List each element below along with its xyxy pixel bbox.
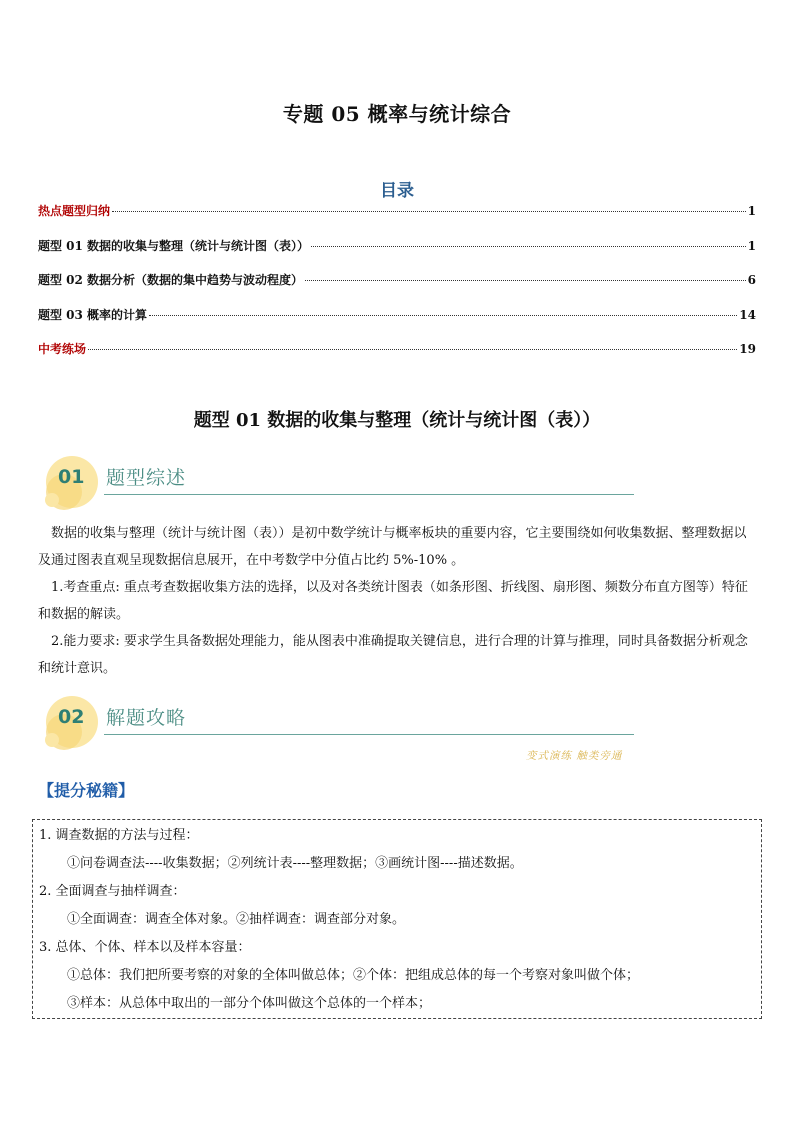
toc-leader-dots (311, 246, 746, 247)
toc-leader-dots (149, 315, 737, 316)
toc-item-label: 题型 03 概率的计算 (38, 308, 148, 322)
tips-item-heading: 3. 总体、个体、样本以及样本容量： (39, 940, 251, 955)
tips-heading: 【提分秘籍】 (38, 781, 135, 800)
badge-underline (104, 734, 634, 735)
overview-paragraph: 数据的收集与整理（统计与统计图（表））是初中数学统计与概率板块的重要内容，它主要围绕如何收集数据、整理数据以及通过图表直观呈现数据信息展开，在中考数学中分值占比约 5%-10% 。 (38, 526, 747, 568)
overview-focus: 1.考查重点: 重点考查数据收集方法的选择，以及对各类统计图表（如条形图、折线图、扇形图、频数分布直方图等）特征和数据的解读。 (38, 580, 748, 622)
tips-item-heading: 2. 全面调查与抽样调查： (39, 884, 186, 899)
toc-item-label: 题型 01 数据的收集与整理（统计与统计图（表）） (38, 239, 310, 253)
toc-leader-dots (88, 349, 737, 350)
overview-ability: 2.能力要求: 要求学生具备数据处理能力，能从图表中准确提取关键信息，进行合理的计算与推理，同时具备数据分析观念和统计意识。 (38, 634, 748, 676)
tips-item-text: ①总体：我们把所要考察的对象的全体叫做总体；②个体：把组成总体的每一个考察对象叫做个体； (67, 968, 640, 983)
toc-item-exam-practice[interactable] (38, 340, 756, 360)
tips-box (32, 819, 762, 1019)
toc-item-page: 1 (747, 239, 756, 253)
toc-leader-dots (112, 211, 746, 212)
toc-item-page: 6 (747, 273, 756, 287)
page-title: 专题 05 概率与统计综合 (282, 102, 512, 126)
tagline: 变式演练 触类旁通 (526, 750, 623, 762)
toc-item-label: 题型 02 数据分析（数据的集中趋势与波动程度） (38, 273, 304, 287)
toc-item-hot-types[interactable] (38, 202, 756, 222)
section-title: 题型 01 数据的收集与整理（统计与统计图（表）） (193, 410, 601, 431)
toc-heading: 目录 (380, 181, 414, 201)
toc-item-type-02[interactable] (38, 271, 756, 291)
toc-item-page: 1 (747, 204, 756, 218)
toc-item-label: 中考练场 (38, 342, 87, 356)
toc-item-page: 14 (739, 308, 756, 322)
badge-underline (104, 494, 634, 495)
badge-number: 01 (58, 466, 85, 488)
toc-item-label: 热点题型归纳 (38, 204, 111, 218)
toc-item-page: 19 (739, 342, 756, 356)
badge-label: 题型综述 (106, 467, 187, 489)
tips-item-text: ①问卷调查法----收集数据；②列统计表----整理数据；③画统计图----描述数据。 (67, 856, 523, 871)
toc-item-type-03[interactable] (38, 306, 756, 326)
tips-item-heading: 1. 调查数据的方法与过程： (39, 828, 199, 843)
tips-item-text: ①全面调查：调查全体对象。②抽样调查：调查部分对象。 (67, 912, 406, 927)
toc-leader-dots (305, 280, 746, 281)
badge-label: 解题攻略 (106, 707, 187, 729)
toc-item-type-01[interactable] (38, 237, 756, 257)
tips-item-text: ③样本：从总体中取出的一部分个体叫做这个总体的一个样本； (67, 996, 432, 1011)
badge-number: 02 (58, 706, 85, 728)
